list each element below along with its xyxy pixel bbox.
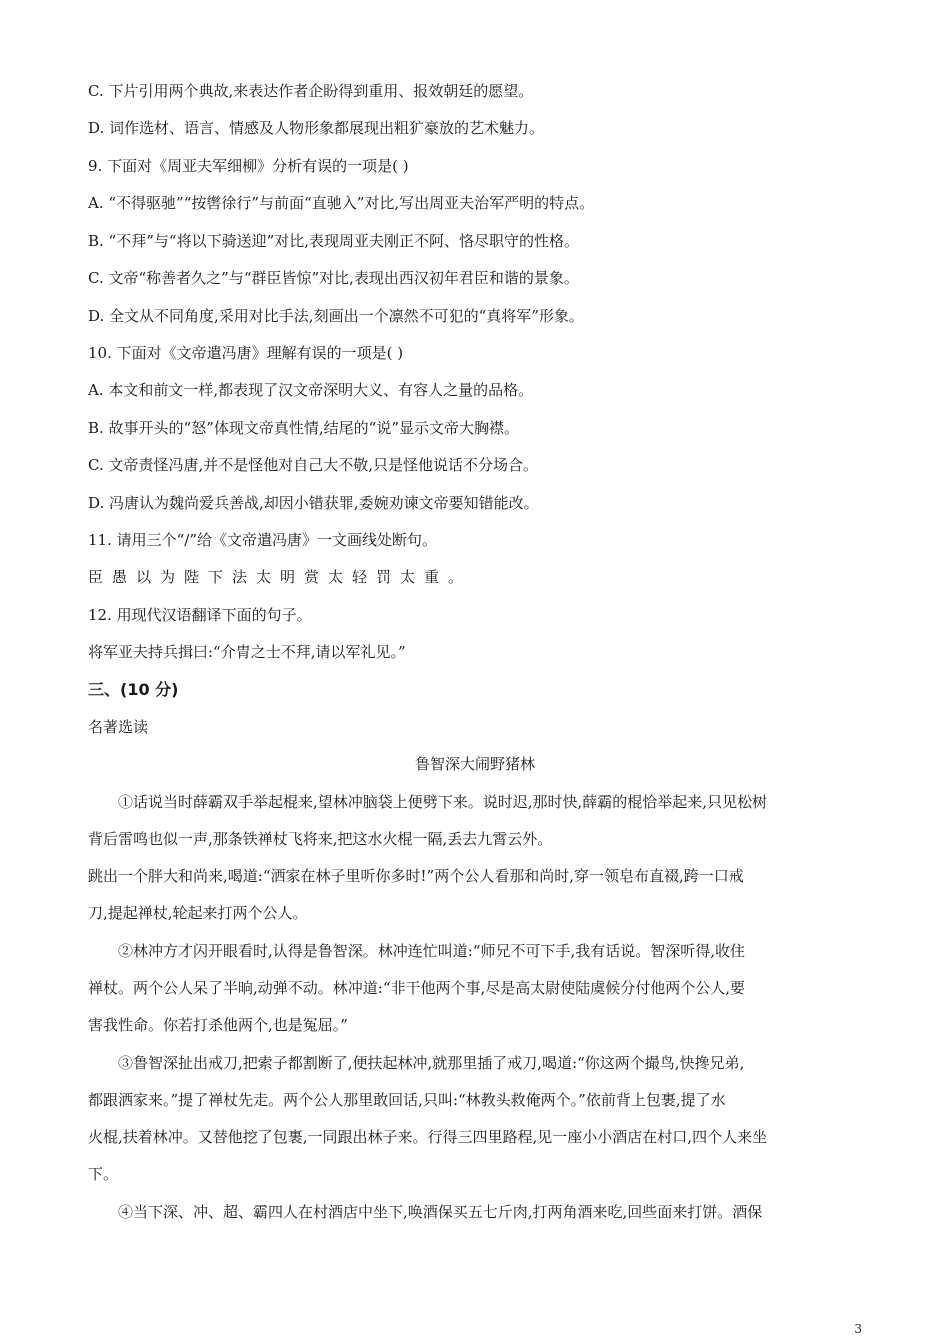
- option-c-q10: C. 文帝责怪冯唐,并不是怪他对自己大不敬,只是怪他说话不分场合。: [88, 456, 539, 474]
- passage-line: 禅杖。两个公人呆了半晌,动弹不动。林冲道:“非干他两个事,尽是高太尉使陆虞候分付他两个公人,要: [88, 979, 746, 997]
- passage-title: 鲁智深大闹野猪林: [414, 755, 535, 773]
- question-9: 9. 下面对《周亚夫军细柳》分析有误的一项是( ): [88, 157, 409, 175]
- passage-line: ①话说当时薛霸双手举起棍来,望林冲脑袋上便劈下来。说时迟,那时快,薛霸的棍恰举起来,只见松树: [118, 793, 768, 811]
- option-d-q8: D. 词作选材、语言、情感及人物形象都展现出粗犷豪放的艺术魅力。: [88, 119, 545, 137]
- option-c-q8: C. 下片引用两个典故,来表达作者企盼得到重用、报效朝廷的愿望。: [88, 82, 534, 100]
- sentence-to-punctuate: 臣愚以为陛下法太明赏太轻罚太重。: [88, 568, 473, 586]
- passage-line: 都跟洒家来。”提了禅杖先走。两个公人那里敢回话,只叫:“林教头救俺两个。”依前背上包裹,提了水: [88, 1091, 726, 1109]
- sentence-to-translate: 将军亚夫持兵揖曰:“介胄之士不拜,请以军礼见。”: [88, 643, 406, 661]
- option-b-q9: B. “不拜”与“将以下骑送迎”对比,表现周亚夫刚正不阿、恪尽职守的性格。: [88, 232, 580, 250]
- option-b-q10: B. 故事开头的“怒”体现文帝真性情,结尾的“说”显示文帝大胸襟。: [88, 419, 520, 437]
- option-a-q9: A. “不得驱驰”“按辔徐行”与前面“直驰入”对比,写出周亚夫治军严明的特点。: [88, 194, 595, 212]
- passage-line: ②林冲方才闪开眼看时,认得是鲁智深。林冲连忙叫道:“师兄不可下手,我有话说。智深听得,收住: [118, 942, 746, 960]
- page-number: 3: [854, 1322, 862, 1336]
- option-d-q10: D. 冯唐认为魏尚爱兵善战,却因小错获罪,委婉劝谏文帝要知错能改。: [88, 494, 539, 512]
- passage-line: 跳出一个胖大和尚来,喝道:“洒家在林子里听你多时!”两个公人看那和尚时,穿一领皂布直裰,跨一口戒: [88, 867, 744, 885]
- passage-line: 刀,提起禅杖,轮起来打两个公人。: [88, 904, 308, 922]
- section-heading: 三、(10 分): [88, 680, 179, 699]
- option-d-q9: D. 全文从不同角度,采用对比手法,刻画出一个凛然不可犯的“真将军”形象。: [88, 307, 584, 325]
- passage-line: 下。: [88, 1165, 119, 1183]
- option-c-q9: C. 文帝“称善者久之”与“群臣皆惊”对比,表现出西汉初年君臣和谐的景象。: [88, 269, 579, 287]
- section-subheading: 名著选读: [88, 718, 149, 736]
- question-12: 12. 用现代汉语翻译下面的句子。: [88, 606, 312, 624]
- passage-line: 火棍,扶着林冲。又替他挖了包裹,一同跟出林子来。行得三四里路程,见一座小小酒店在村口,四个人来坐: [88, 1128, 768, 1146]
- passage-line: ④当下深、冲、超、霸四人在村酒店中坐下,唤酒保买五七斤肉,打两角酒来吃,回些面来打饼。酒保: [118, 1203, 763, 1221]
- question-10: 10. 下面对《文帝遣冯唐》理解有误的一项是( ): [88, 344, 404, 362]
- passage-line: ③鲁智深扯出戒刀,把索子都割断了,便扶起林冲,就那里插了戒刀,喝道:“你这两个撮鸟,快搀兄弟,: [118, 1054, 745, 1072]
- passage-line: 害我性命。你若打杀他两个,也是冤屈。”: [88, 1016, 348, 1034]
- passage-line: 背后雷鸣也似一声,那条铁禅杖飞将来,把这水火棍一隔,丢去九霄云外。: [88, 830, 553, 848]
- question-11: 11. 请用三个“/”给《文帝遣冯唐》一文画线处断句。: [88, 531, 438, 549]
- option-a-q10: A. 本文和前文一样,都表现了汉文帝深明大义、有容人之量的品格。: [88, 381, 534, 399]
